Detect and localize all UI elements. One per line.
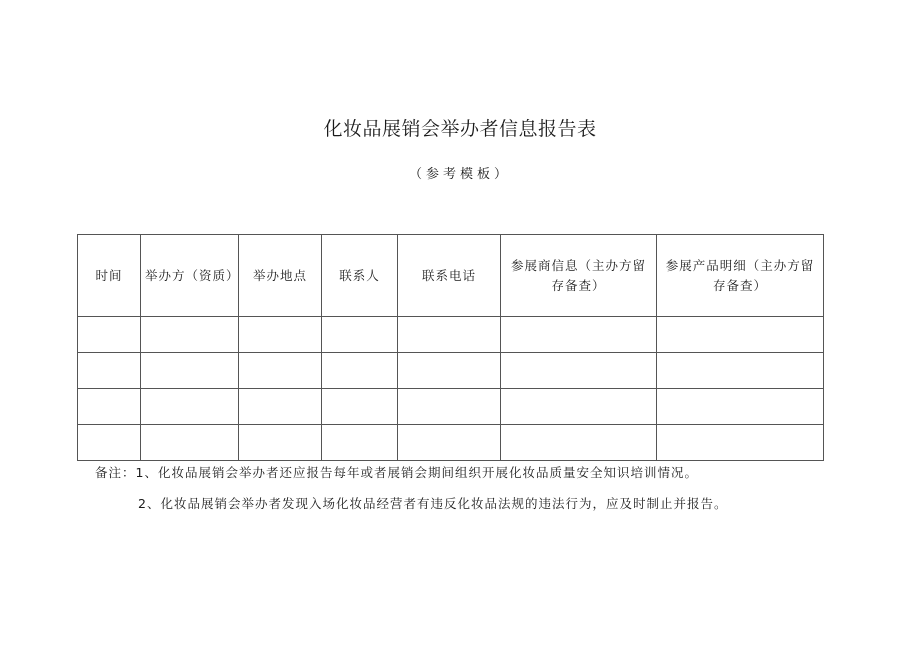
page-title: 化妆品展销会举办者信息报告表 (323, 118, 597, 140)
table-row (78, 425, 824, 461)
table-header-row (78, 235, 824, 317)
table-cell[interactable] (501, 317, 657, 353)
table-cell[interactable] (398, 317, 501, 353)
table-cell[interactable] (322, 353, 398, 389)
note-item: 1、化妆品展销会举办者还应报告每年或者展销会期间组织开展化妆品质量安全知识培训情况。 (135, 465, 698, 480)
note-label: 备注： (95, 465, 136, 480)
table-cell[interactable] (657, 317, 824, 353)
header-organizer: 举办方（资质） (141, 235, 239, 317)
table-row (78, 389, 824, 425)
table-cell[interactable] (239, 317, 322, 353)
header-time: 时间 (78, 235, 141, 317)
header-venue: 举办地点 (239, 235, 322, 317)
table-cell[interactable] (322, 389, 398, 425)
table-cell[interactable] (141, 389, 239, 425)
table-row (78, 353, 824, 389)
table-cell[interactable] (657, 353, 824, 389)
table-cell[interactable] (78, 425, 141, 461)
table-cell[interactable] (657, 389, 824, 425)
report-table (77, 234, 824, 461)
table-cell[interactable] (141, 317, 239, 353)
table-cell[interactable] (501, 353, 657, 389)
note-2: 2、化妆品展销会举办者发现入场化妆品经营者有违反化妆品法规的违法行为，应及时制止并报告。 (138, 496, 728, 511)
header-exhibitor-info: 参展商信息（主办方留存备查） (501, 235, 657, 317)
table-cell[interactable] (501, 425, 657, 461)
note-1 (95, 463, 698, 483)
table-cell[interactable] (78, 353, 141, 389)
table-cell[interactable] (322, 317, 398, 353)
table-cell[interactable] (398, 425, 501, 461)
table-cell[interactable] (78, 317, 141, 353)
table-cell[interactable] (141, 353, 239, 389)
table-cell[interactable] (398, 353, 501, 389)
table-cell[interactable] (501, 389, 657, 425)
header-contact-person: 联系人 (322, 235, 398, 317)
header-contact-phone: 联系电话 (398, 235, 501, 317)
table-row (78, 317, 824, 353)
table-cell[interactable] (239, 389, 322, 425)
table-cell[interactable] (322, 425, 398, 461)
table-cell[interactable] (239, 353, 322, 389)
table-cell[interactable] (78, 389, 141, 425)
table-cell[interactable] (141, 425, 239, 461)
table-cell[interactable] (239, 425, 322, 461)
page-subtitle: （参考模板） (408, 167, 511, 182)
header-product-details: 参展产品明细（主办方留存备查） (657, 235, 824, 317)
table-cell[interactable] (398, 389, 501, 425)
table-cell[interactable] (657, 425, 824, 461)
